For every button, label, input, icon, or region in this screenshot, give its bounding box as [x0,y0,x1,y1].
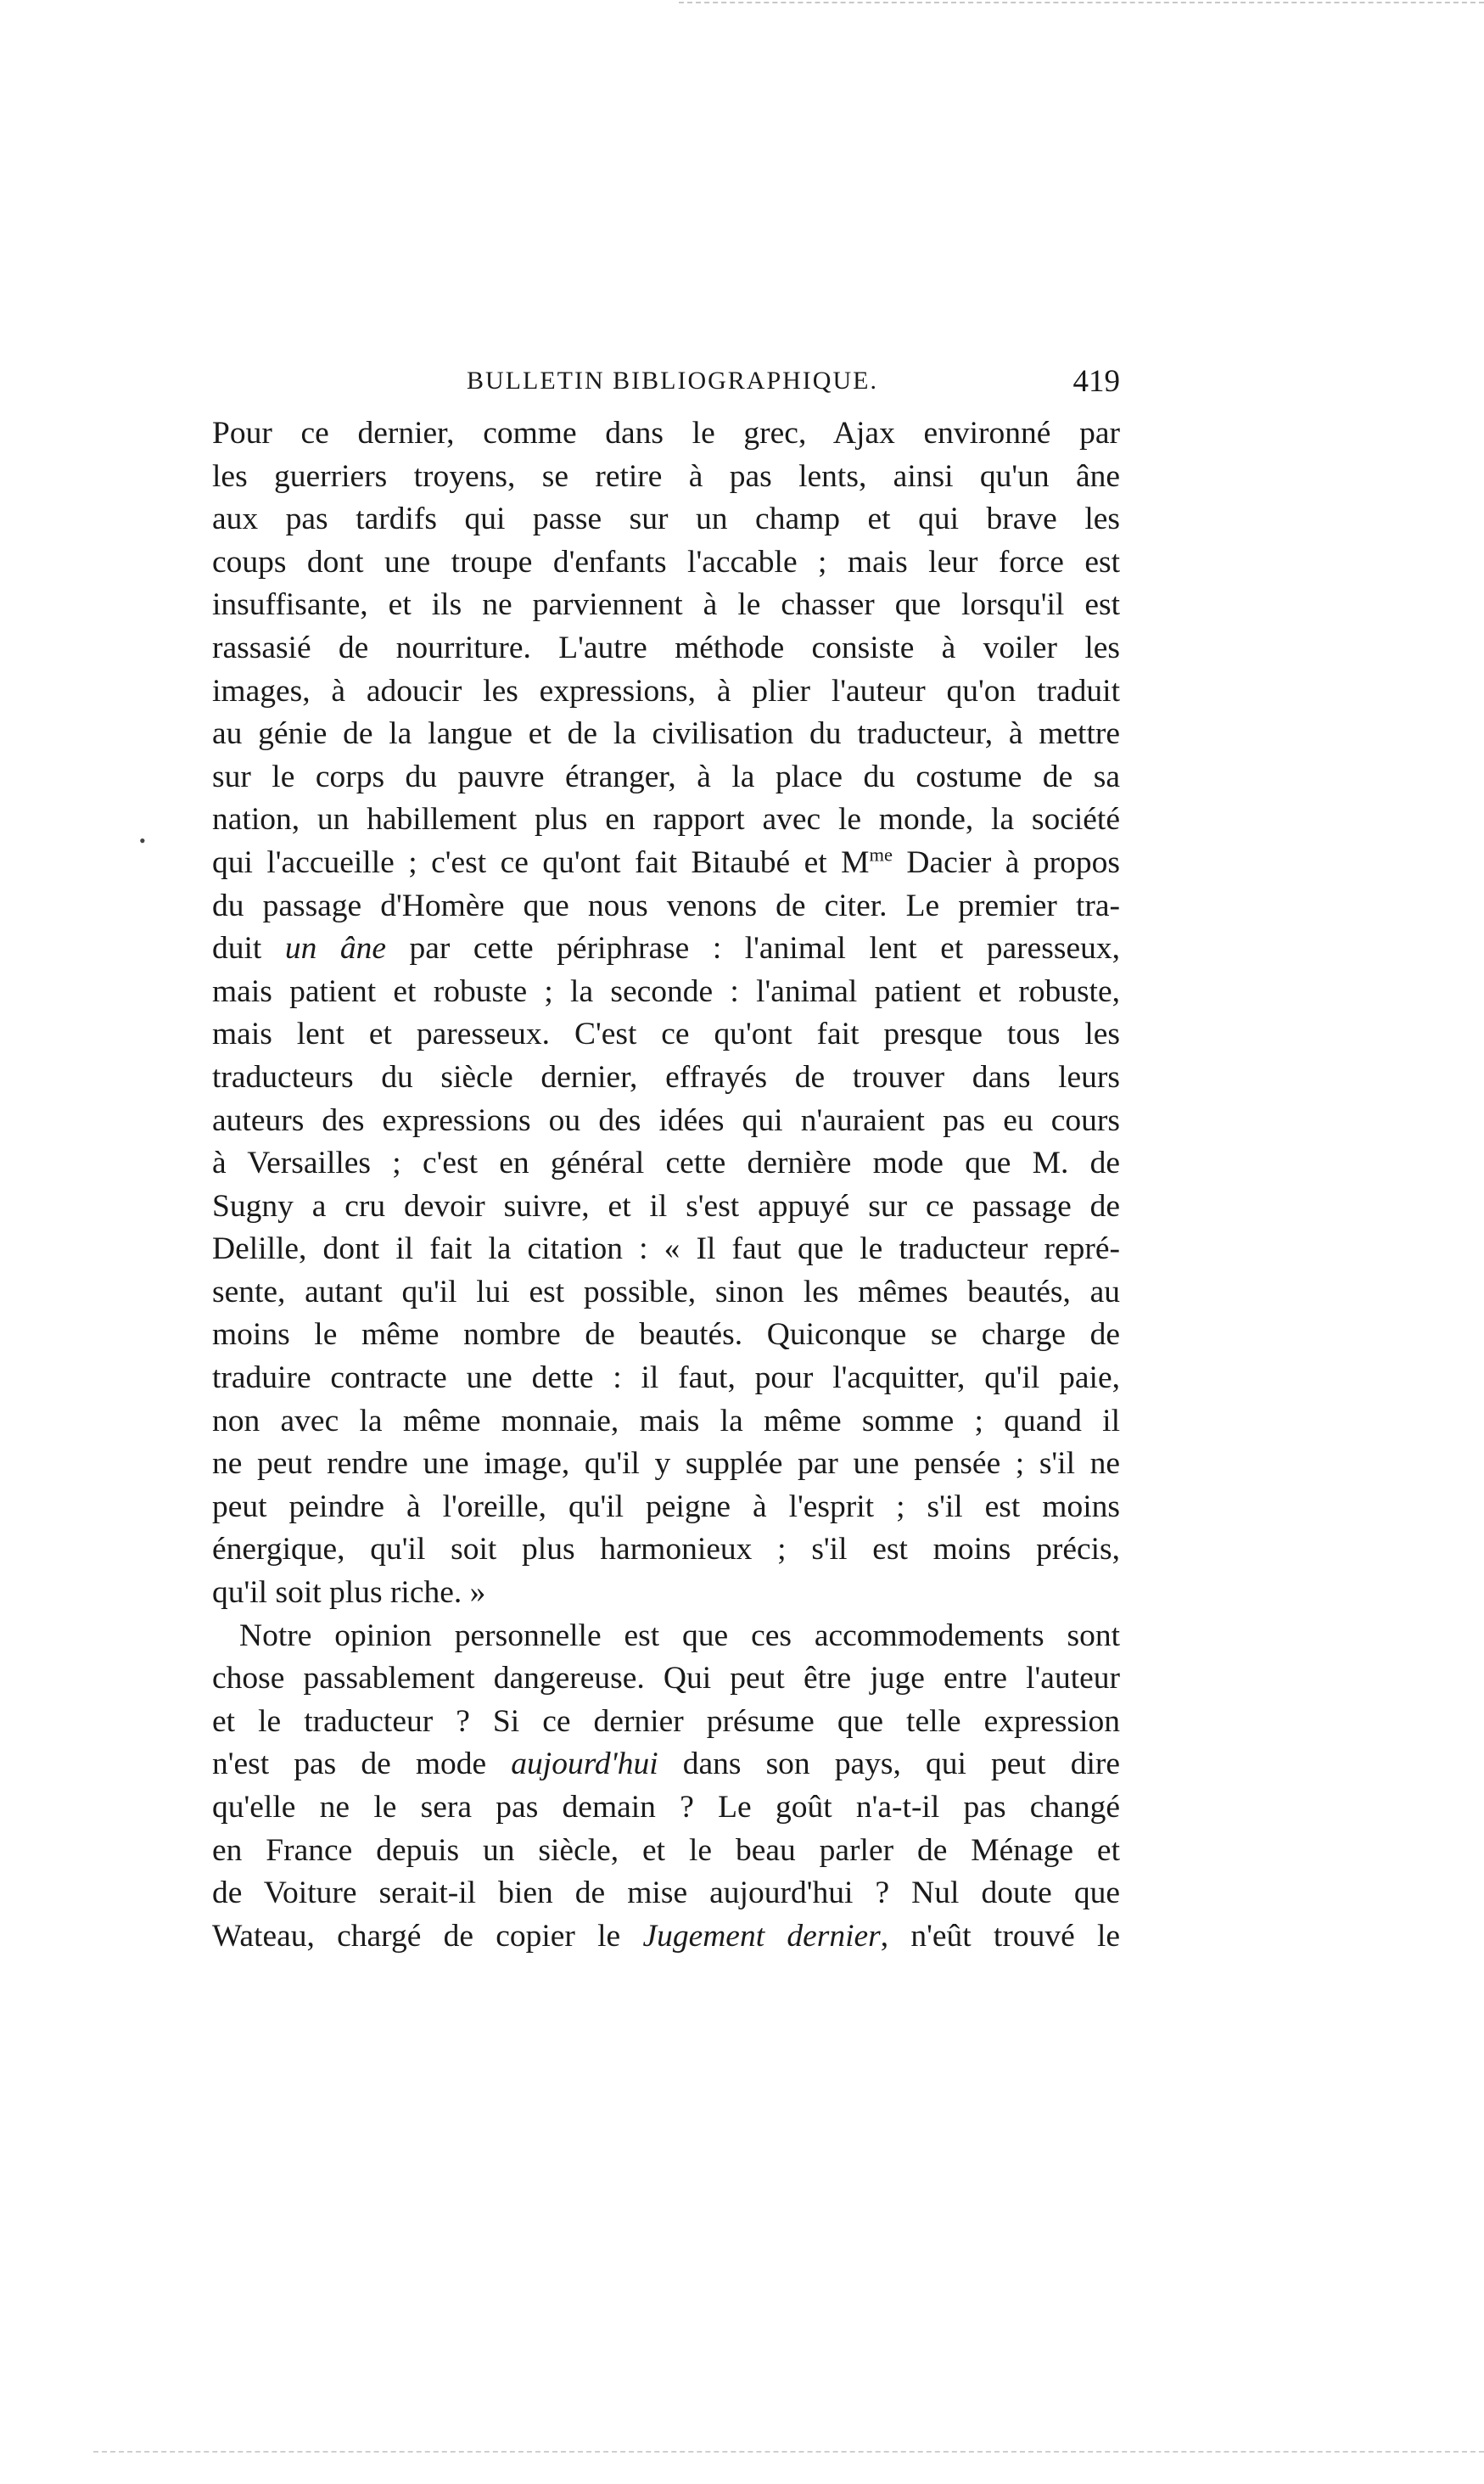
text-segment: , n'eût trouvé le [880,1918,1120,1954]
text-line: de Voiture serait-il bien de mise aujourd'hui ? Nul doute que [212,1876,1120,1911]
text-segment: dans son pays, qui peut dire [658,1747,1120,1782]
page-header [212,363,1120,414]
text-line: Notre opinion personnelle est que ces accommodements sont [239,1618,1120,1653]
italic-text: Jugement dernier [642,1918,881,1954]
body-text [212,412,1120,1958]
text-line: aux pas tardifs qui passe sur un champ et qui brave les [212,502,1120,537]
text-line [212,1743,1120,1786]
text-line: énergique, qu'il soit plus harmonieux ; s'il est moins précis, [212,1532,1120,1567]
text-segment: par cette périphrase : l'animal lent et paresseux, [386,931,1120,967]
italic-text: un âne [284,931,386,967]
text-segment: qui l'accueille ; c'est ce qu'ont fait Bitaubé et M [212,844,870,880]
text-line: sur le corps du pauvre étranger, à la place du costume de sa [212,759,1120,794]
text-line: auteurs des expressions ou des idées qui n'auraient pas eu cours [212,1102,1120,1138]
running-title: BULLETIN BIBLIOGRAPHIQUE. [467,367,878,395]
text-line: ne peut rendre une image, qu'il y supplée par une pensée ; s'il ne [212,1446,1120,1482]
text-line: chose passablement dangereuse. Qui peut être juge entre l'auteur [212,1661,1120,1696]
text-line: sente, autant qu'il lui est possible, sinon les mêmes beautés, au [212,1274,1120,1309]
text-line: les guerriers troyens, se retire à pas lents, ainsi qu'un âne [212,458,1120,494]
text-line: et le traducteur ? Si ce dernier présume que telle expression [212,1703,1120,1739]
text-line: peut peindre à l'oreille, qu'il peigne à l'esprit ; s'il est moins [212,1489,1120,1524]
text-line: Delille, dont il fait la citation : « Il faut que le traducteur repré- [212,1231,1120,1267]
text-line: mais lent et paresseux. C'est ce qu'ont fait presque tous les [212,1017,1120,1052]
text-line: traducteurs du siècle dernier, effrayés de trouver dans leurs [212,1059,1120,1095]
text-segment: n'est pas de mode [212,1747,512,1782]
superscript: me [869,844,893,866]
page-number: 419 [1072,364,1120,399]
text-line: non avec la même monnaie, mais la même somme ; quand il [212,1403,1120,1438]
text-line: nation, un habillement plus en rapport avec le monde, la société [212,802,1120,838]
text-segment: Dacier à propos [892,844,1120,880]
text-line: moins le même nombre de beautés. Quiconque se charge de [212,1317,1120,1353]
text-line: rassasié de nourriture. L'autre méthode consiste à voiler les [212,630,1120,665]
text-line [212,928,1120,971]
text-line [212,1915,1120,1959]
margin-dot: • [139,830,146,851]
text-line: à Versailles ; c'est en général cette dernière mode que M. de [212,1146,1120,1181]
text-line: qu'il soit plus riche. » [212,1575,486,1611]
scan-artifact-bottom [93,2451,1484,2453]
text-segment: duit [212,931,285,967]
text-line: du passage d'Homère que nous venons de citer. Le premier tra- [212,888,1120,923]
text-line [212,842,1120,885]
text-line: mais patient et robuste ; la seconde : l'animal patient et robuste, [212,973,1120,1009]
text-line: coups dont une troupe d'enfants l'accable ; mais leur force est [212,544,1120,580]
italic-text: aujourd'hui [511,1747,658,1782]
scan-artifact-top [679,2,1484,3]
text-line: qu'elle ne le sera pas demain ? Le goût n'a-t-il pas changé [212,1790,1120,1825]
text-segment: Wateau, chargé de copier le [212,1918,643,1954]
text-line: Pour ce dernier, comme dans le grec, Ajax environné par [212,416,1120,451]
text-line: au génie de la langue et de la civilisation du traducteur, à mettre [212,716,1120,752]
text-line: images, à adoucir les expressions, à plier l'auteur qu'on traduit [212,673,1120,709]
text-line: insuffisante, et ils ne parviennent à le chasser que lorsqu'il est [212,587,1120,623]
text-line: Sugny a cru devoir suivre, et il s'est appuyé sur ce passage de [212,1188,1120,1224]
text-line: en France depuis un siècle, et le beau parler de Ménage et [212,1832,1120,1868]
text-line: traduire contracte une dette : il faut, pour l'acquitter, qu'il paie, [212,1360,1120,1396]
